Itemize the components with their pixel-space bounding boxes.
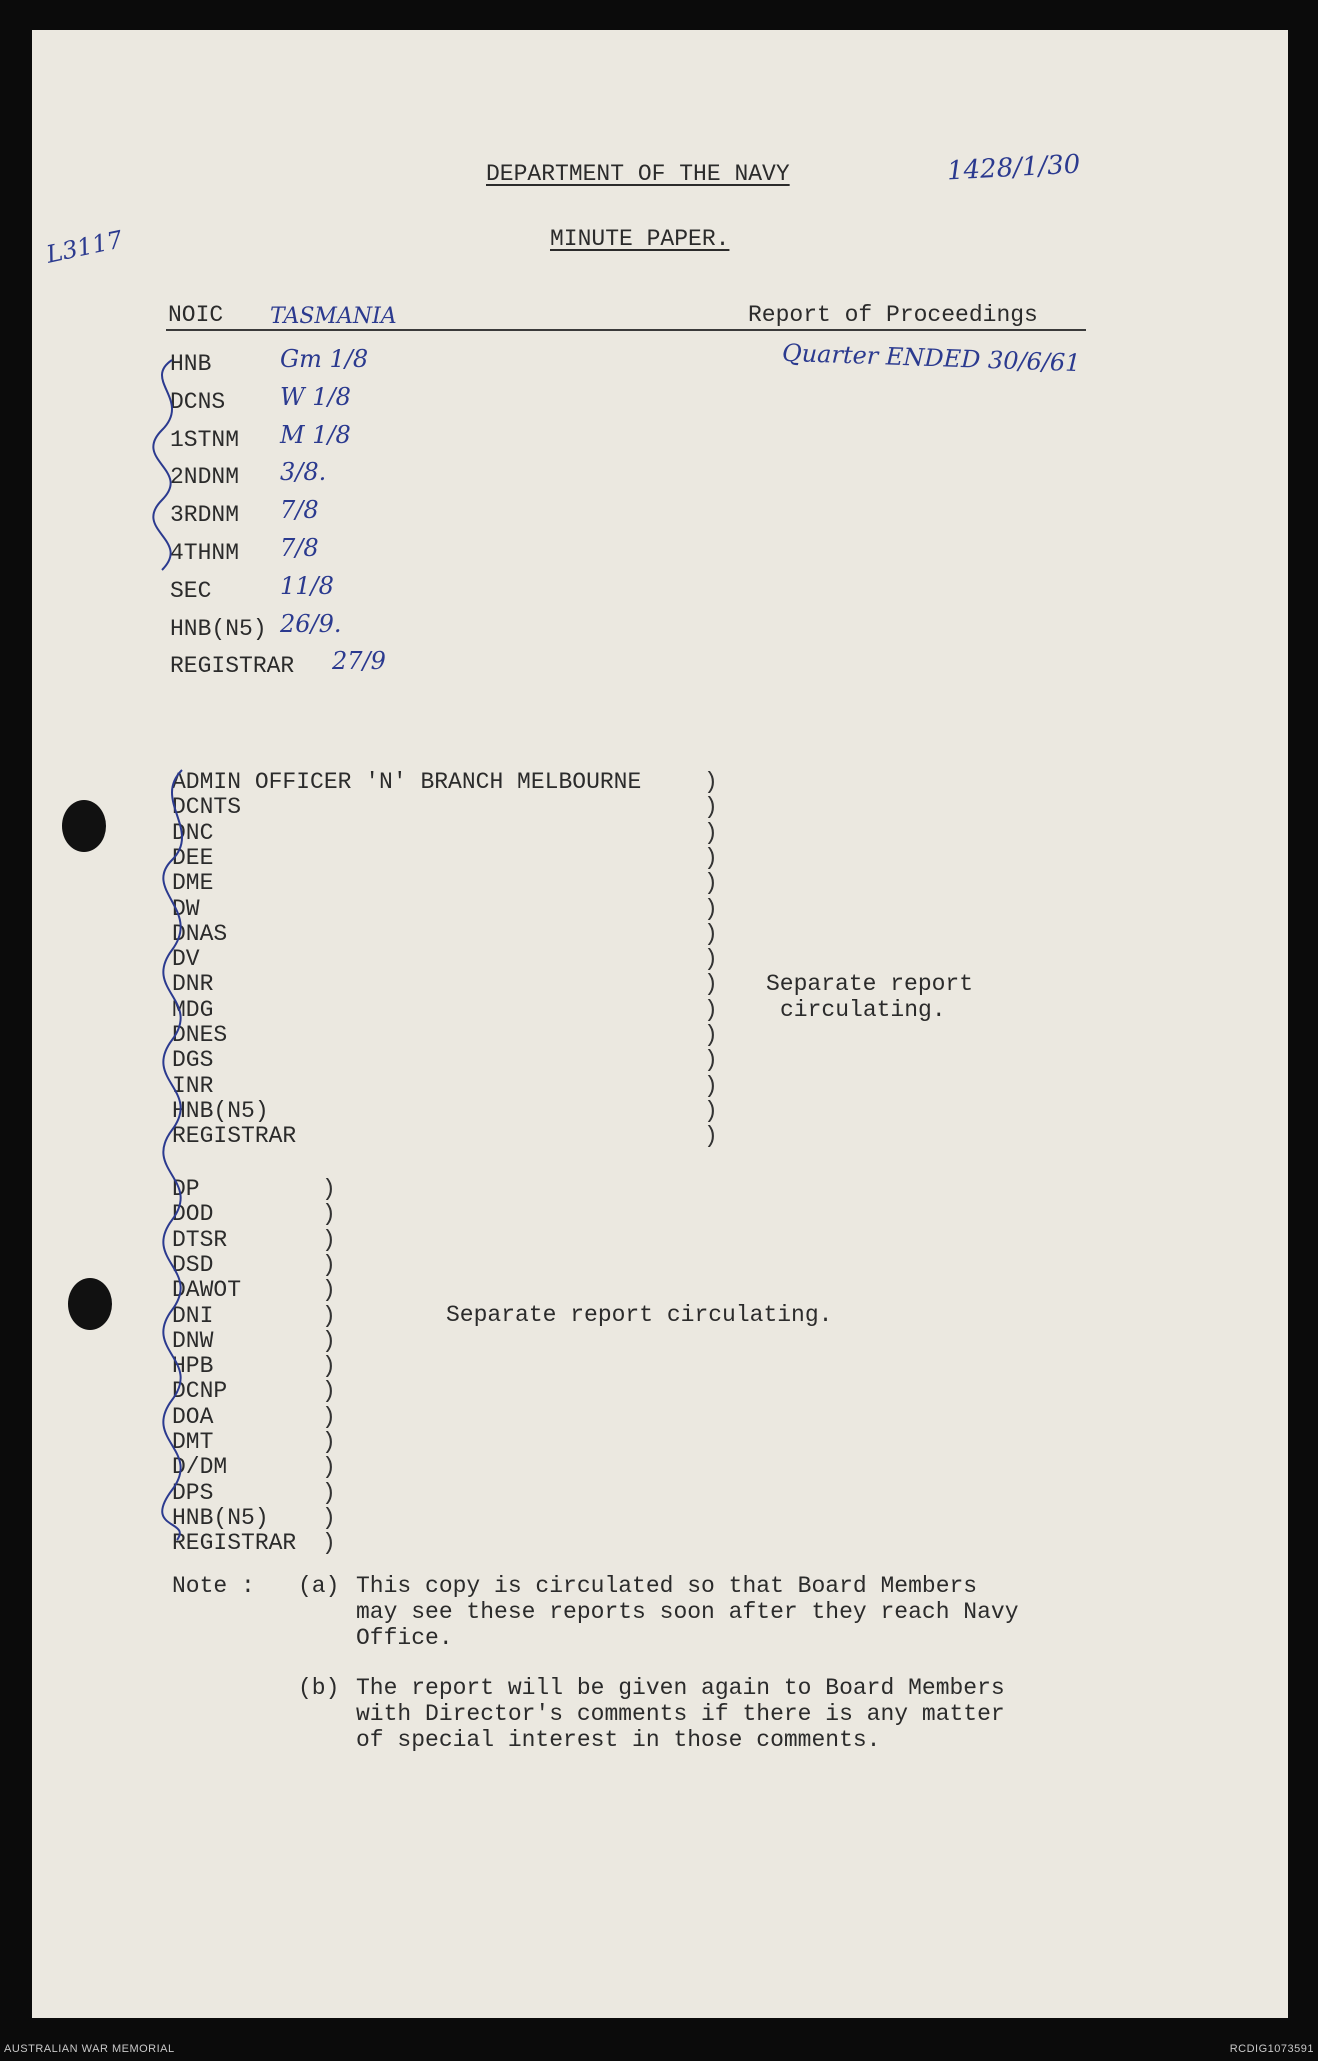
- group-brace-segment: ): [704, 1022, 718, 1048]
- group-brace-segment: ): [704, 820, 718, 846]
- routing-item-label: HNB: [170, 351, 212, 377]
- group-brace-segment: ): [322, 1480, 336, 1506]
- group-brace-segment: ): [322, 1252, 336, 1278]
- routing-item-initials-handwritten: 7/8: [280, 496, 319, 524]
- group-brace-segment: ): [704, 1073, 718, 1099]
- routing-group-item: DOA: [172, 1404, 214, 1430]
- routing-item-label: SEC: [170, 578, 212, 604]
- group-brace-segment: ): [704, 1098, 718, 1124]
- routing-item-label: HNB(N5): [170, 616, 267, 642]
- routing-group-item: DMT: [172, 1429, 214, 1455]
- routing-group-item: DNR: [172, 971, 214, 997]
- routing-group-item: DAWOT: [172, 1277, 242, 1303]
- subject-underline: [166, 329, 1086, 331]
- pen-strike-lines: [132, 350, 332, 1550]
- routing-group-item: REGISTRAR: [172, 1530, 297, 1556]
- group-brace-segment: ): [322, 1378, 336, 1404]
- report-of-proceedings-label: Report of Proceedings: [748, 302, 1038, 328]
- note-a-marker: (a): [298, 1573, 340, 1599]
- routing-group-item: HNB(N5): [172, 1098, 269, 1124]
- routing-group-item: HPB: [172, 1353, 214, 1379]
- group-brace-segment: ): [704, 769, 718, 795]
- group-brace-segment: ): [704, 870, 718, 896]
- note-label: Note :: [172, 1573, 255, 1599]
- routing-group-item: DNW: [172, 1328, 214, 1354]
- group-brace-segment: ): [322, 1227, 336, 1253]
- group-brace-segment: ): [704, 997, 718, 1023]
- routing-item-initials-handwritten: 7/8: [280, 534, 319, 562]
- noic-location-handwritten: TASMANIA: [270, 304, 397, 329]
- note-a-line3: Office.: [356, 1625, 453, 1651]
- group1-note-line2: circulating.: [780, 997, 946, 1023]
- routing-item-label: 3RDNM: [170, 502, 240, 528]
- group-brace-segment: ): [322, 1328, 336, 1354]
- note-a-line1: This copy is circulated so that Board Members: [356, 1573, 978, 1599]
- routing-group-item: MDG: [172, 997, 214, 1023]
- group-brace-segment: ): [704, 896, 718, 922]
- group-brace-segment: ): [704, 845, 718, 871]
- routing-item-label: 1STNM: [170, 427, 240, 453]
- routing-item-initials-handwritten: 26/9.: [280, 610, 342, 638]
- routing-group-item: DCNP: [172, 1378, 228, 1404]
- period-handwritten: Quarter ENDED 30/6/61: [781, 338, 1081, 378]
- routing-group-item: DP: [172, 1176, 200, 1202]
- punch-hole-top: [62, 800, 106, 852]
- footer-id: RCDIG1073591: [1229, 2043, 1314, 2055]
- group-brace-segment: ): [704, 794, 718, 820]
- group-brace-segment: ): [704, 1047, 718, 1073]
- group-brace-segment: ): [704, 921, 718, 947]
- routing-group-item: DME: [172, 870, 214, 896]
- routing-group-item: DSD: [172, 1252, 214, 1278]
- routing-group-item: DV: [172, 946, 200, 972]
- routing-item-initials-handwritten: 27/9: [332, 647, 386, 675]
- note-b-line3: of special interest in those comments.: [356, 1727, 881, 1753]
- note-b-line1: The report will be given again to Board Members: [356, 1675, 1005, 1701]
- footer-source: AUSTRALIAN WAR MEMORIAL: [4, 2043, 175, 2055]
- routing-group-item: DPS: [172, 1480, 214, 1506]
- group-brace-segment: ): [322, 1530, 336, 1556]
- group-brace-segment: ): [704, 1123, 718, 1149]
- routing-group-item: DW: [172, 896, 200, 922]
- group-brace-segment: ): [322, 1505, 336, 1531]
- routing-item-initials-handwritten: W 1/8: [280, 383, 351, 411]
- routing-item-initials-handwritten: M 1/8: [280, 421, 351, 449]
- routing-group-item: DNC: [172, 820, 214, 846]
- routing-group-item: DEE: [172, 845, 214, 871]
- routing-group-item: DCNTS: [172, 794, 242, 820]
- department-title: DEPARTMENT OF THE NAVY: [486, 161, 790, 187]
- routing-item-initials-handwritten: Gm 1/8: [280, 345, 369, 373]
- group-brace-segment: ): [704, 946, 718, 972]
- routing-item-label: 2NDNM: [170, 464, 240, 490]
- group-brace-segment: ): [322, 1353, 336, 1379]
- routing-group-item: DNAS: [172, 921, 228, 947]
- group-brace-segment: ): [322, 1454, 336, 1480]
- routing-group-item: INR: [172, 1073, 214, 1099]
- group2-note: Separate report circulating.: [446, 1302, 833, 1328]
- minute-paper-page: [32, 30, 1288, 2018]
- group-brace-segment: ): [322, 1404, 336, 1430]
- routing-item-label: REGISTRAR: [170, 653, 295, 679]
- group-brace-segment: ): [322, 1176, 336, 1202]
- group-brace-segment: ): [322, 1429, 336, 1455]
- routing-group-item: D/DM: [172, 1454, 228, 1480]
- group-brace-segment: ): [322, 1201, 336, 1227]
- routing-group-item: DOD: [172, 1201, 214, 1227]
- routing-item-initials-handwritten: 3/8.: [280, 458, 327, 486]
- minute-paper-title: MINUTE PAPER.: [550, 226, 730, 252]
- routing-item-initials-handwritten: 11/8: [280, 572, 334, 600]
- note-b-marker: (b): [298, 1675, 340, 1701]
- routing-item-label: 4THNM: [170, 540, 240, 566]
- note-a-line2: may see these reports soon after they reach Navy: [356, 1599, 1019, 1625]
- routing-group-item: HNB(N5): [172, 1505, 269, 1531]
- group1-note-line1: Separate report: [766, 971, 974, 997]
- margin-note-handwritten: L3117: [43, 225, 126, 269]
- file-reference-handwritten: 1428/1/30: [946, 149, 1082, 187]
- routing-group-item: DGS: [172, 1047, 214, 1073]
- routing-group-item: DNI: [172, 1303, 214, 1329]
- routing-group-item: DTSR: [172, 1227, 228, 1253]
- routing-item-label: DCNS: [170, 389, 226, 415]
- note-b-line2: with Director's comments if there is any matter: [356, 1701, 1005, 1727]
- group-brace-segment: ): [704, 971, 718, 997]
- punch-hole-bottom: [68, 1278, 112, 1330]
- routing-group-item: REGISTRAR: [172, 1123, 297, 1149]
- group-brace-segment: ): [322, 1277, 336, 1303]
- routing-group-item: DNES: [172, 1022, 228, 1048]
- routing-group-item: ADMIN OFFICER 'N' BRANCH MELBOURNE: [172, 769, 642, 795]
- group-brace-segment: ): [322, 1303, 336, 1329]
- noic-label: NOIC: [168, 302, 224, 328]
